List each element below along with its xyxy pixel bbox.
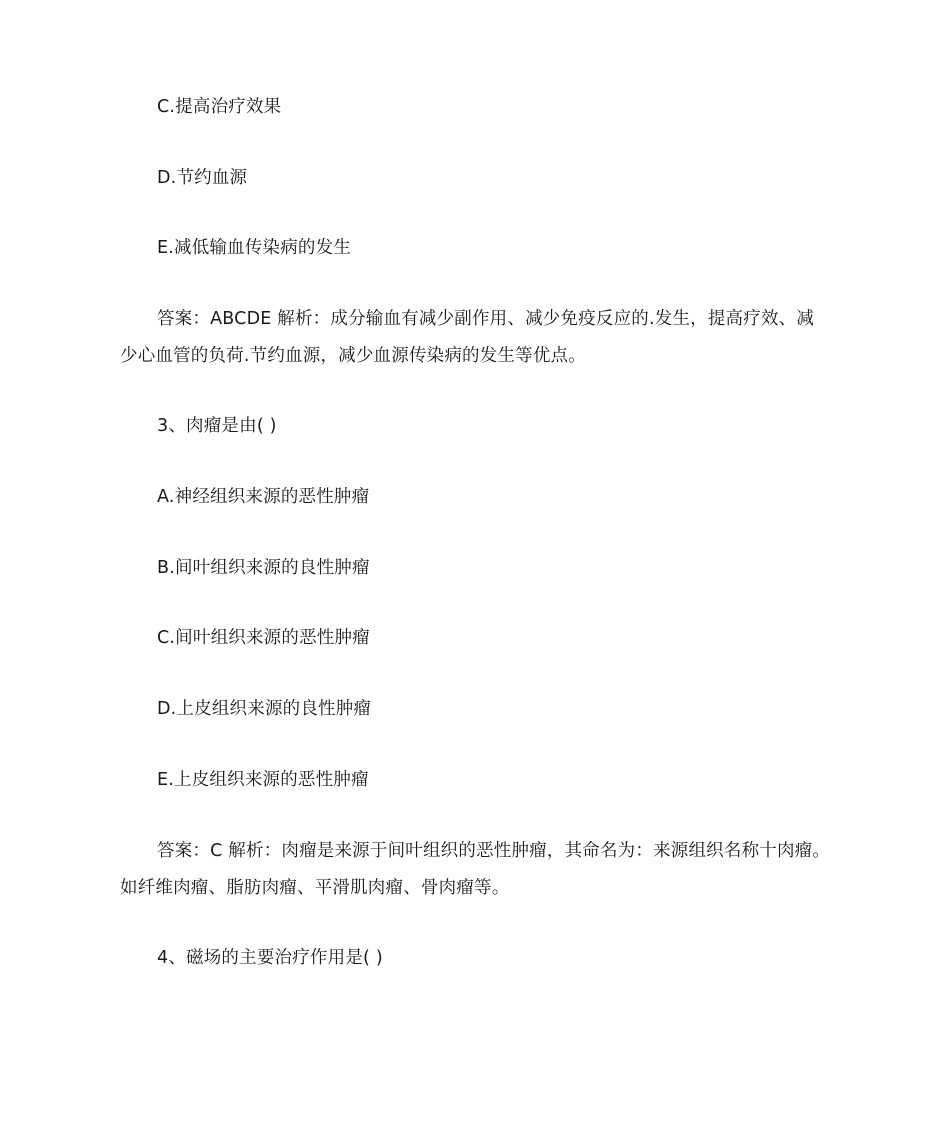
q3-option-d: D.上皮组织来源的良性肿瘤 — [157, 699, 372, 719]
q4-question: 4、磁场的主要治疗作用是( ) — [157, 948, 383, 968]
q3-option-a: A.神经组织来源的恶性肿瘤 — [157, 487, 370, 507]
q2-answer-line-2: 少心血管的负荷.节约血源，减少血源传染病的发生等优点。 — [120, 346, 586, 366]
q3-option-c: C.间叶组织来源的恶性肿瘤 — [157, 628, 370, 648]
q3-option-b: B.间叶组织来源的良性肿瘤 — [157, 558, 370, 578]
q3-option-e: E.上皮组织来源的恶性肿瘤 — [157, 770, 369, 790]
q2-option-c: C.提高治疗效果 — [157, 97, 282, 117]
q3-answer-line-1: 答案：C 解析：肉瘤是来源于间叶组织的恶性肿瘤，其命名为：来源组织名称十肉瘤。 — [157, 841, 831, 861]
q3-answer-line-2: 如纤维肉瘤、脂肪肉瘤、平滑肌肉瘤、骨肉瘤等。 — [120, 878, 510, 898]
q3-question: 3、肉瘤是由( ) — [157, 416, 277, 436]
q2-option-e: E.减低输血传染病的发生 — [157, 238, 352, 258]
q2-answer-line-1: 答案：ABCDE 解析：成分输血有减少副作用、减少免疫反应的.发生，提高疗效、减 — [157, 309, 815, 329]
q2-option-d: D.节约血源 — [157, 168, 248, 188]
